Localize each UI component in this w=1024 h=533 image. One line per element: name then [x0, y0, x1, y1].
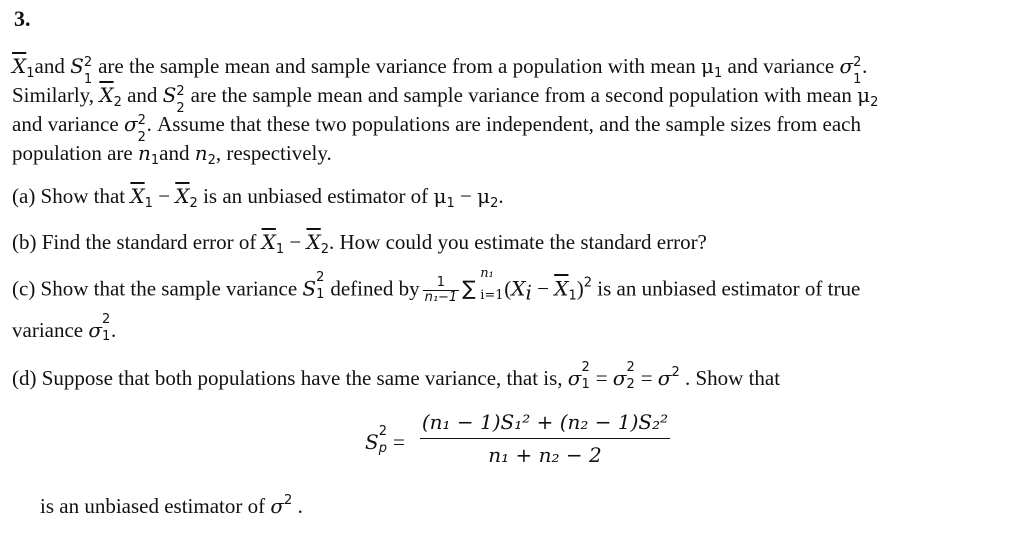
sigma: σ — [270, 494, 285, 518]
s1-sub: 1 — [316, 287, 325, 303]
intro-text: Similarly, — [12, 83, 100, 107]
s2-sub: 2 — [176, 101, 185, 116]
equals-sign: = — [635, 366, 658, 390]
intro-text: . Assume that these two populations are independent, and the sample sizes from each — [146, 112, 861, 136]
minus-sign: − — [284, 230, 307, 254]
paren: ( — [504, 276, 512, 301]
intro-text: population are — [12, 141, 138, 165]
mu-1-sub: 1 — [714, 66, 723, 81]
xbar-1: $\overline{X}$ — [12, 54, 27, 78]
intro-line-1 — [12, 52, 1012, 87]
n1-sub: 1 — [150, 153, 160, 168]
intro-text: and — [121, 83, 163, 107]
xbar-1-sub: 1 — [144, 196, 153, 211]
s-p-sup: 2 — [378, 424, 387, 439]
pooled-variance-equation — [365, 410, 685, 480]
n1: n — [137, 141, 151, 165]
summation — [462, 266, 504, 304]
s1: S — [70, 54, 84, 78]
intro-text: are the sample mean and sample variance from a population with mean — [92, 54, 702, 78]
xbar-1: $\overline{X}$ — [130, 184, 145, 208]
equation-fraction — [420, 410, 670, 467]
intro-line-2 — [12, 81, 1012, 116]
xbar-1: $\overline{X}$ — [554, 276, 569, 301]
sigma-1-sup: 2 — [102, 312, 111, 327]
fraction-numerator: 1 — [423, 276, 460, 291]
sigma-1: σ — [88, 318, 103, 342]
xbar-1-sub: 1 — [26, 66, 35, 81]
x-i: X — [511, 276, 526, 301]
xbar-2: $\overline{X}$ — [99, 83, 114, 107]
xbar-2-sub: 2 — [189, 196, 198, 211]
xbar-1-sub: 1 — [275, 242, 285, 257]
xbar-1-sub: 1 — [568, 288, 577, 304]
s-p: S — [365, 430, 379, 454]
problem-number: 3. — [14, 6, 31, 31]
part-c-label: (c) Show that the sample variance — [12, 276, 303, 301]
sigma-1: σ — [567, 366, 582, 390]
mu-2: μ — [857, 83, 871, 107]
part-b-label: (b) Find the standard error of — [12, 230, 262, 254]
intro-line-3 — [12, 110, 1012, 145]
part-a — [12, 184, 1012, 209]
sigma-2-sub: 2 — [137, 130, 146, 145]
inline-fraction — [423, 276, 460, 305]
part-a-text: is an unbiased estimator of — [197, 184, 434, 208]
square-sup: 2 — [583, 275, 593, 291]
problem-intro — [12, 52, 1012, 168]
sigma-1-sub: 1 — [102, 329, 111, 344]
mu-2: μ — [477, 184, 491, 208]
s-p-sub: p — [378, 441, 387, 456]
xbar-2-sub: 2 — [320, 242, 329, 257]
sigma: σ — [657, 366, 672, 390]
part-d-label: (d) Suppose that both populations have the same variance, that is, — [12, 366, 568, 390]
intro-text: . — [862, 54, 868, 78]
sigma-sup: 2 — [284, 493, 293, 508]
mu-1: μ — [433, 184, 447, 208]
sigma-2-sup: 2 — [626, 360, 635, 375]
minus-sign: − — [531, 276, 555, 301]
xbar-2-sub: 2 — [113, 95, 122, 110]
paren: ) — [576, 276, 584, 301]
n2: n — [194, 141, 208, 165]
mu-1: μ — [701, 54, 715, 78]
part-b-text: . How could you estimate the standard error? — [329, 230, 707, 254]
part-c-line-2 — [12, 312, 1012, 344]
s2: S — [162, 83, 177, 107]
intro-text: and variance — [12, 112, 124, 136]
part-b — [12, 230, 1012, 255]
s1-sup: 2 — [316, 270, 325, 286]
intro-text: and — [159, 141, 195, 165]
s1-sub: 1 — [83, 72, 93, 87]
sigma-2: σ — [612, 366, 627, 390]
closing-text: is an unbiased estimator of — [40, 494, 271, 518]
intro-line-4 — [12, 139, 1012, 168]
sigma-1-sub: 1 — [581, 377, 590, 392]
part-c-text: defined by — [325, 276, 420, 301]
period: . — [498, 184, 504, 208]
sigma-1: σ — [839, 54, 854, 78]
equation-denominator: n₁ + n₂ − 2 — [488, 443, 602, 467]
intro-text: and variance — [722, 54, 840, 78]
s2-sup: 2 — [176, 84, 185, 99]
minus-sign: − — [152, 184, 176, 208]
sigma-2: σ — [123, 112, 138, 136]
equation-numerator: (n₁ − 1)S₁² + (n₂ − 1)S₂² — [420, 410, 670, 439]
s1: S — [302, 276, 317, 301]
sigma-symbol: ∑ — [462, 276, 476, 301]
intro-text: are the sample mean and sample variance from a second population with mean — [185, 83, 858, 107]
sum-lower-limit: i=1 — [480, 288, 504, 304]
sigma-2-sup: 2 — [137, 113, 146, 128]
xbar-1: $\overline{X}$ — [261, 230, 276, 254]
equals-sign: = — [387, 430, 405, 454]
mu-1-sub: 1 — [446, 196, 455, 211]
intro-text: , respectively. — [215, 141, 332, 165]
intro-text: and — [34, 54, 65, 78]
period: . — [292, 494, 303, 518]
x-i-sub: i — [525, 280, 532, 305]
s1-sup: 2 — [83, 55, 93, 70]
xbar-2: $\overline{X}$ — [306, 230, 321, 254]
sigma-sup: 2 — [671, 365, 680, 380]
equals-sign: = — [590, 366, 613, 390]
part-d — [12, 360, 1012, 392]
part-d-text: . Show that — [679, 366, 781, 390]
equation-lhs — [365, 424, 405, 456]
part-c-text: is an unbiased estimator of true — [592, 276, 861, 301]
closing-line — [40, 494, 303, 519]
mu-2-sub: 2 — [870, 95, 879, 110]
sigma-1-sup: 2 — [853, 55, 862, 70]
part-a-label: (a) Show that — [12, 184, 131, 208]
xbar-2: $\overline{X}$ — [175, 184, 190, 208]
part-c — [12, 266, 1012, 305]
sum-upper-limit: n₁ — [480, 266, 494, 282]
part-c-text: variance — [12, 318, 89, 342]
mu-2-sub: 2 — [490, 196, 499, 211]
n2-sub: 2 — [207, 153, 216, 168]
minus-sign: − — [454, 184, 478, 208]
period: . — [111, 318, 117, 342]
fraction-denominator: n₁−1 — [424, 290, 458, 305]
sigma-1-sup: 2 — [581, 360, 590, 375]
sigma-2-sub: 2 — [626, 377, 635, 392]
sigma-1-sub: 1 — [853, 72, 862, 87]
